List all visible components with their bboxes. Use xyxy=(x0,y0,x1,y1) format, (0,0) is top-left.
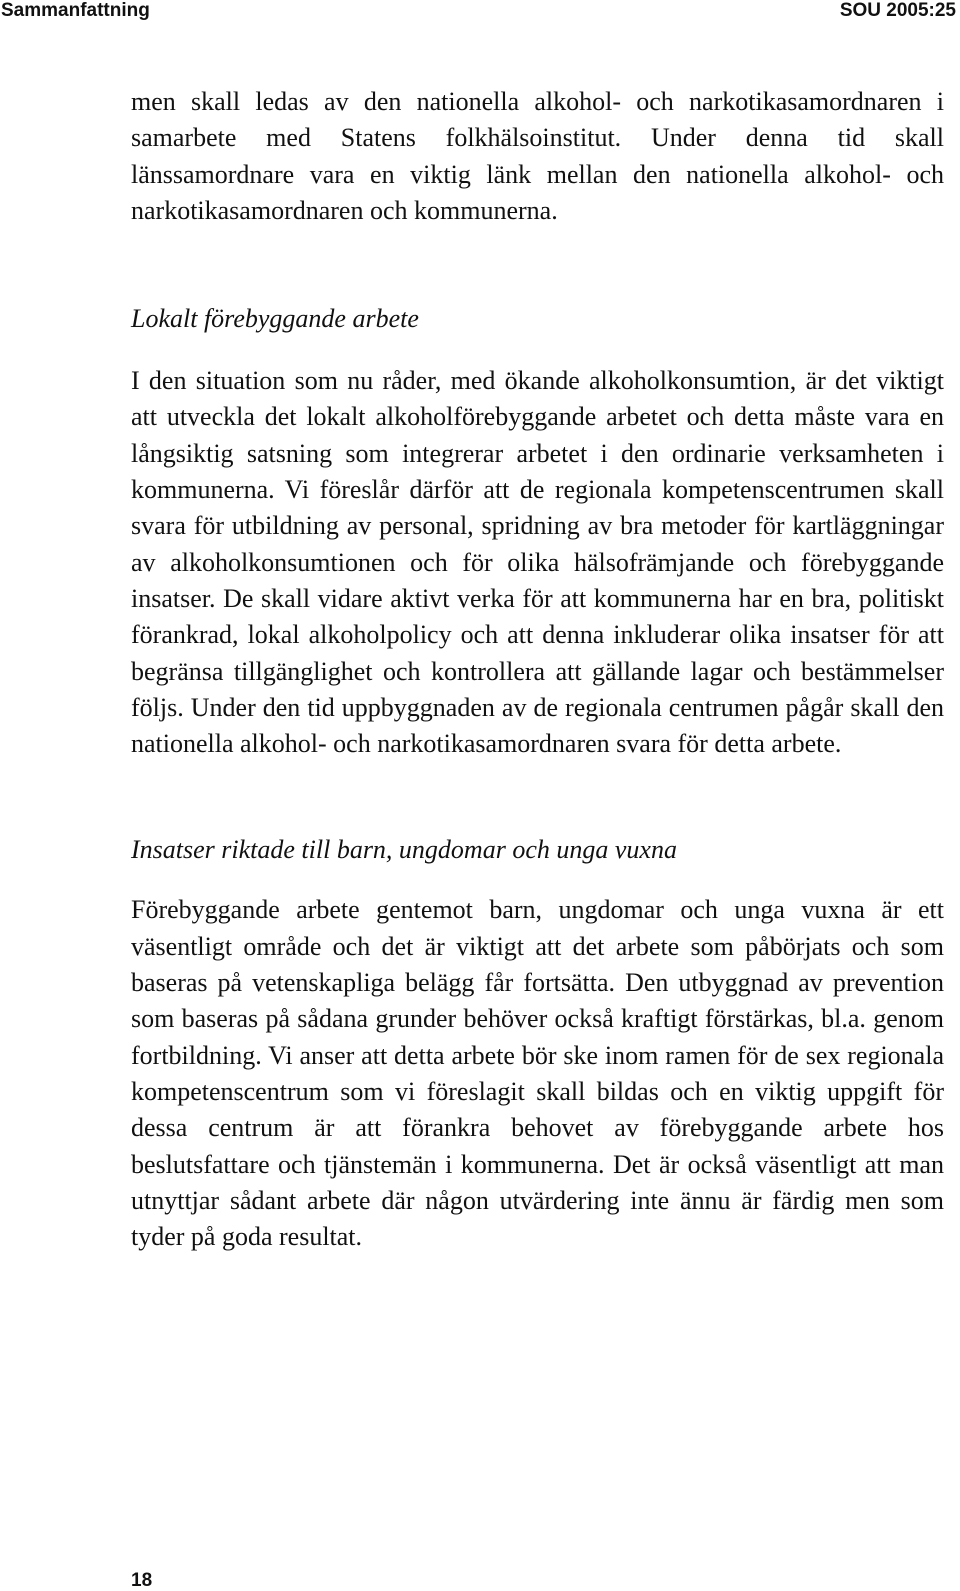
document-body xyxy=(131,84,944,1255)
running-header xyxy=(0,0,960,24)
paragraph-insatser: Förebyggande arbete gentemot barn, ungdomar och unga vuxna är ett väsentligt område och det är viktigt att det arbete som påbörjats och som baseras på vetenskapliga belägg får fortsätta. Den utbyggnad av prevention som baseras på sådana grunder behöver också kraftigt förstärkas, bl.a. genom fortbildning. Vi anser att detta arbete bör ske inom ramen för de sex regionala kompetenscentrum som vi föreslagit skall bildas och en viktig uppgift för dessa centrum är att förankra behovet av förebyggande arbete hos beslutsfattare och tjänstemän i kommunerna. Det är också väsentligt att man utnyttjar sådant arbete där någon utvärdering inte ännu är färdig men som tyder på goda resultat. xyxy=(131,895,944,1252)
section-heading-lokalt: Lokalt förebyggande arbete xyxy=(131,304,419,334)
section-heading-insatser: Insatser riktade till barn, ungdomar och unga vuxna xyxy=(131,835,677,865)
paragraph-lokalt: I den situation som nu råder, med ökande alkoholkonsumtion, är det viktigt att utveckla det lokalt alkoholförebyggande arbetet och detta måste vara en långsiktig satsning som integrerar arbetet i den ordinarie verksamheten i kommunerna. Vi föreslår därför att de regionala kompetenscentrumen skall svara för utbildning av personal, spridning av bra metoder för kartläggningar av alkoholkonsumtionen och för olika hälsofrämjande och förebyggande insatser. De skall vidare aktivt verka för att kommunerna har en bra, politiskt förankrad, lokal alkoholpolicy och att denna inkluderar olika insatser för att begränsa tillgänglighet och kontrollera att gällande lagar och bestämmelser följs. Under den tid uppbyggnaden av de regionala centrumen pågår skall den nationella alkohol- och narkotikasamordnaren svara för detta arbete. xyxy=(131,366,944,759)
page-number: 18 xyxy=(131,1570,153,1591)
document-reference: SOU 2005:25 xyxy=(839,0,956,21)
paragraph-intro: men skall ledas av den nationella alkohol- och narkotikasamordnaren i samarbete med Statens folkhälsoinstitut. Under denna tid skall länssamordnare vara en viktig länk mellan den nationella alkohol- och narkotikasamordnaren och kommunerna. xyxy=(131,87,944,225)
section-title: Sammanfattning xyxy=(1,0,150,21)
